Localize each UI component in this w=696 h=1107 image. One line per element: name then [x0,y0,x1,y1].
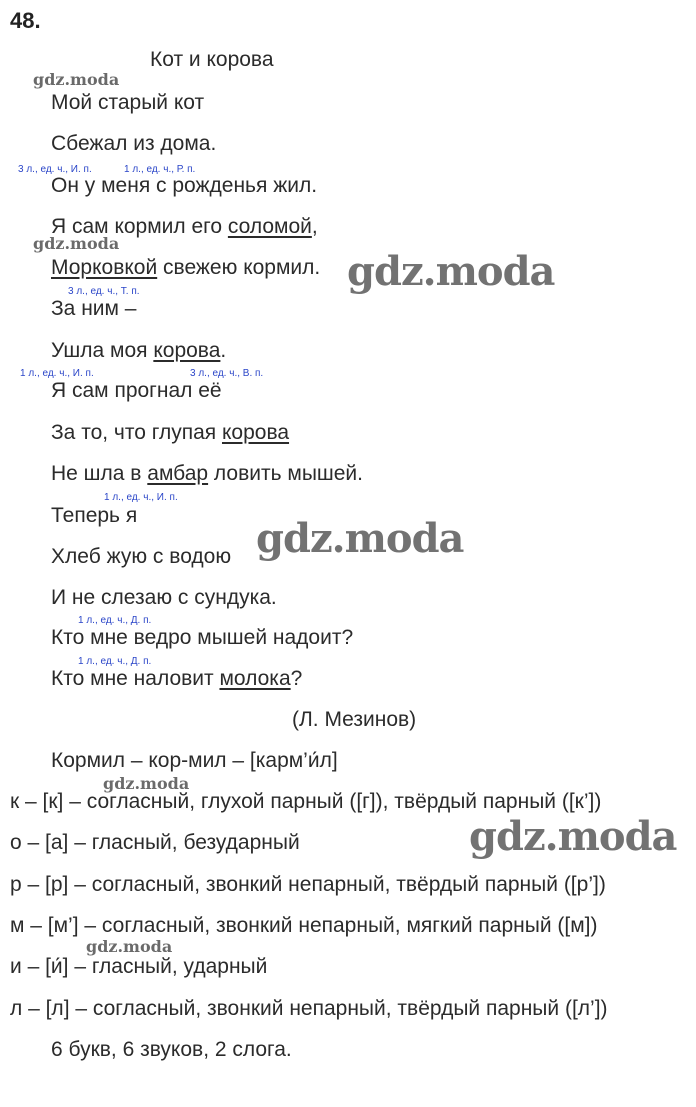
poem-line [51,462,363,486]
poem-title: Кот и корова [150,48,274,71]
watermark: gdz.moda [469,813,677,860]
poem-line: Хлеб жую с водою [51,545,232,568]
phonetic-line: и – [и́] – гласный, ударный [10,955,268,978]
poem-text: , [311,215,318,238]
phonetic-line: л – [л] – согласный, звонкий непарный, твёрдый парный ([л’]) [10,997,608,1020]
underlined-word: Морковкой [51,256,158,279]
poem-text: Не шла в [51,462,148,485]
poem-line: За ним – [51,297,137,320]
underlined-word: корова [153,339,221,362]
grammar-note: 1 л., ед. ч., Д. п. [78,656,152,667]
underlined-word: корова [221,421,290,444]
underlined-word: соломой [227,215,312,238]
poem-line: Мой старый кот [51,91,205,114]
grammar-note: 3 л., ед. ч., Т. п. [68,286,140,297]
poem-line: Он у меня с рожденья жил. [51,174,318,197]
watermark: gdz.moda [347,248,555,295]
poem-line [51,339,226,363]
poem-line: Теперь я [51,504,138,527]
poem-text: За то, что глупая [51,421,222,444]
grammar-note: 1 л., ед. ч., И. п. [20,368,94,379]
poem-line: Кто мне ведро мышей надоит? [51,626,354,649]
phonetic-line: к – [к] – согласный, глухой парный ([г]), твёрдый парный ([к’]) [10,790,602,813]
poem-line: Я сам прогнал её [51,379,222,402]
phonetic-line: м – [м’] – согласный, звонкий непарный, мягкий парный ([м]) [10,914,598,937]
grammar-note: 1 л., ед. ч., И. п. [104,492,178,503]
poem-text: ? [290,667,303,690]
poem-line [51,421,289,445]
grammar-note: 3 л., ед. ч., В. п. [190,368,264,379]
watermark: gdz.moda [33,70,120,89]
watermark: gdz.moda [103,774,190,793]
exercise-number: 48. [10,8,41,33]
underlined-word: молока [219,667,291,690]
grammar-note: 3 л., ед. ч., И. п. [18,164,92,175]
watermark: gdz.moda [256,515,464,562]
poem-text: Кто мне наловит [51,667,220,690]
poem-text: ловить мышей. [208,462,363,485]
poem-text: Я сам кормил его [51,215,228,238]
poem-author: (Л. Мезинов) [292,708,417,731]
poem-text: Ушла моя [51,339,154,362]
poem-line [51,256,320,280]
phonetic-heading: Кормил – кор-мил – [карм’и́л] [51,749,338,772]
poem-line: Сбежал из дома. [51,132,217,155]
phonetic-line: о – [а] – гласный, безударный [10,831,300,854]
grammar-note: 1 л., ед. ч., Р. п. [124,164,196,175]
watermark: gdz.moda [33,234,120,253]
poem-line [51,667,302,691]
poem-line: И не слезаю с сундука. [51,586,277,609]
poem-text: свежею кормил. [157,256,321,279]
grammar-note: 1 л., ед. ч., Д. п. [78,615,152,626]
poem-text: . [220,339,227,362]
phonetic-line: р – [р] – согласный, звонкий непарный, твёрдый парный ([р’]) [10,873,606,896]
underlined-word: амбар [147,462,209,485]
watermark: gdz.moda [86,937,173,956]
phonetic-summary: 6 букв, 6 звуков, 2 слога. [51,1038,292,1061]
